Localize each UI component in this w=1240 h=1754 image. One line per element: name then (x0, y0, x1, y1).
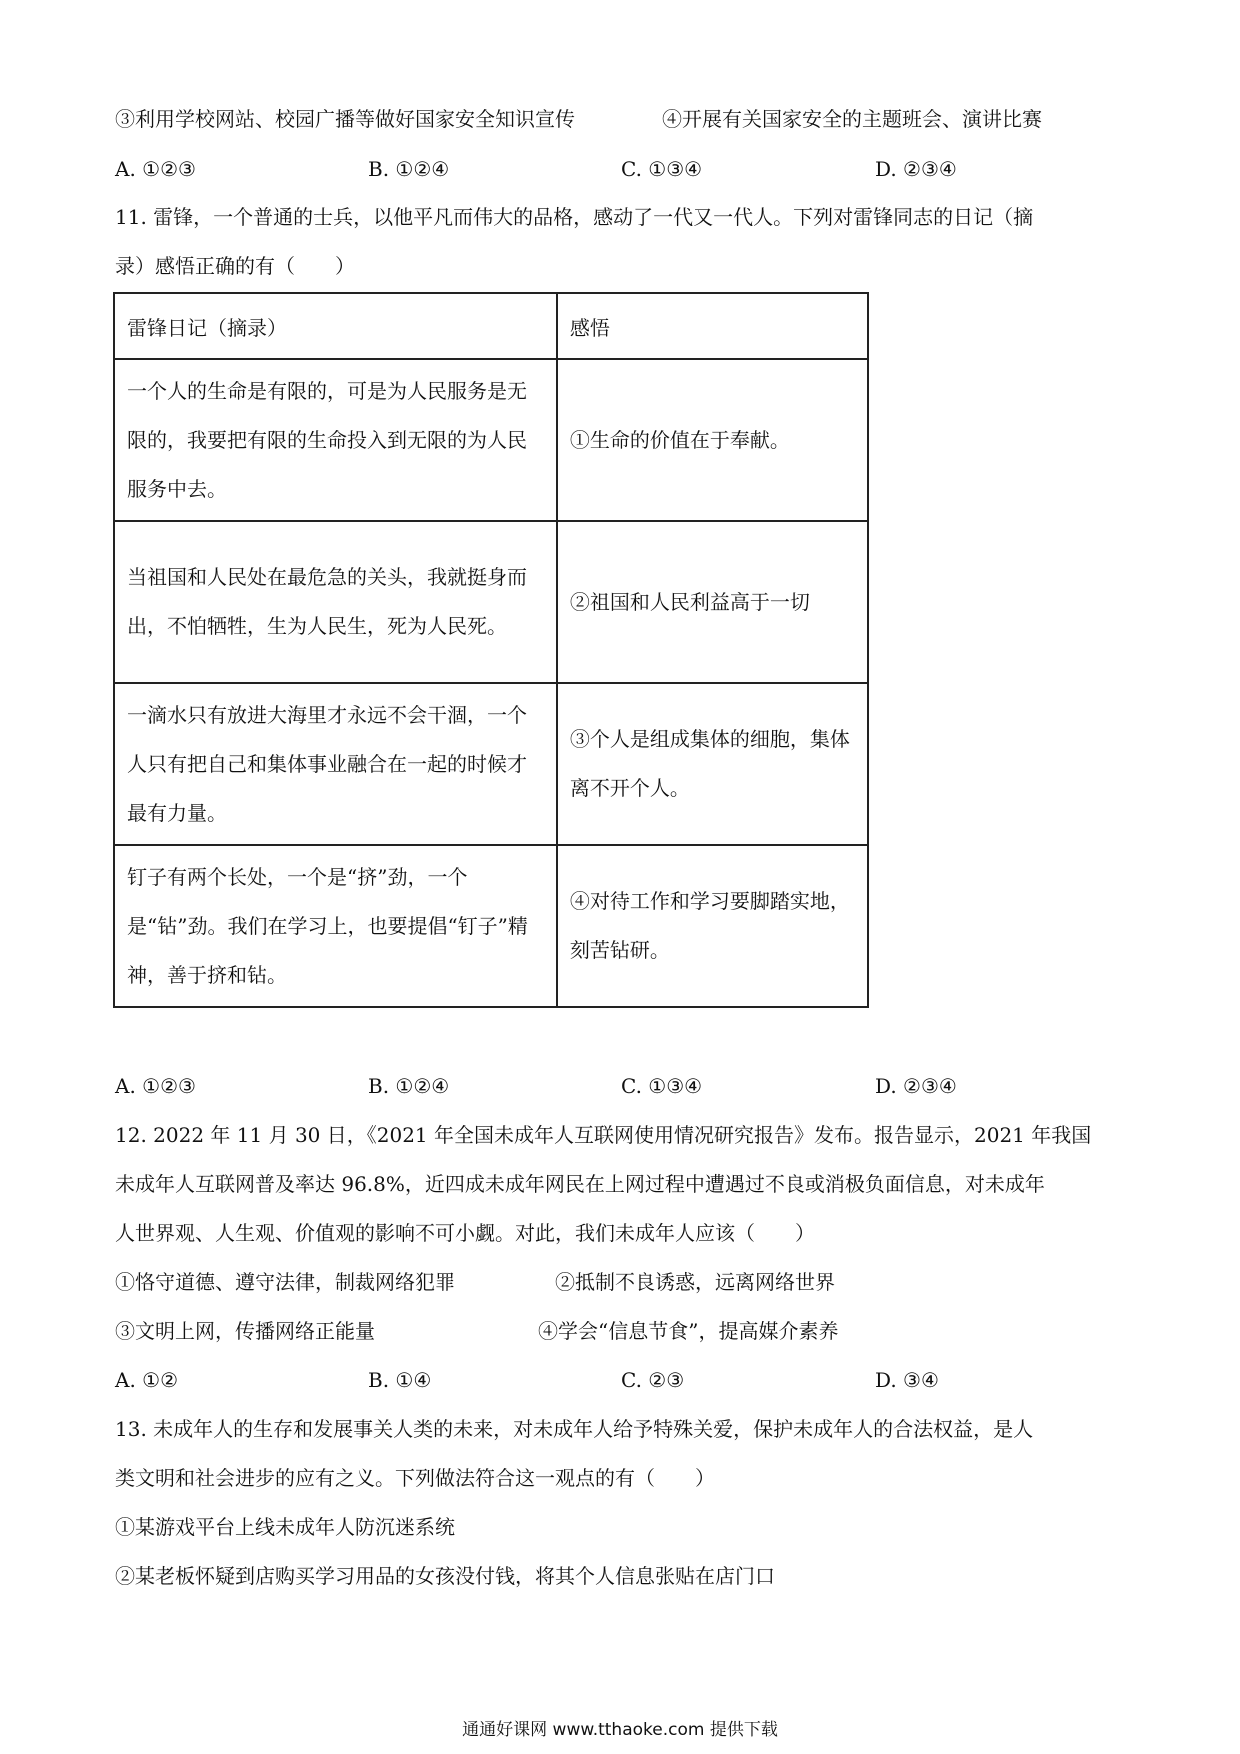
q12-item-4: ④学会“信息节食”，提高媒介素养 (538, 1319, 839, 1343)
q11-stem-line-2: 录）感悟正确的有（ ） (115, 254, 355, 278)
header-insight: 感悟 (557, 293, 868, 359)
q13-item-2: ②某老板怀疑到店购买学习用品的女孩没付钱，将其个人信息张贴在店门口 (115, 1564, 775, 1588)
q12-option-b: B. ①④ (368, 1368, 432, 1392)
q12-stem-line-1: 12. 2022 年 11 月 30 日，《2021 年全国未成年人互联网使用情况研究报告》发布。报告显示，2021 年我国 (115, 1123, 1092, 1147)
q12-option-c: C. ②③ (621, 1368, 685, 1392)
table-row (114, 359, 868, 521)
q12-item-3: ③文明上网，传播网络正能量 (115, 1319, 375, 1343)
q13-stem-line-1: 13. 未成年人的生存和发展事关人类的未来，对未成年人给予特殊关爱，保护未成年人的合法权益，是人 (115, 1417, 1034, 1441)
q12-stem-line-3: 人世界观、人生观、价值观的影响不可小觑。对此，我们未成年人应该（ ） (115, 1221, 815, 1245)
diary-entry-4: 钉子有两个长处，一个是“挤”劲，一个是“钻”劲。我们在学习上，也要提倡“钉子”精神，善于挤和钻。 (127, 864, 528, 987)
page-footer: 通通好课网 www.tthaoke.com 提供下载 (462, 1720, 778, 1740)
q10-option-c: C. ①③④ (621, 157, 703, 181)
insight-4: ④对待工作和学习要脚踏实地，刻苦钻研。 (569, 889, 850, 962)
table-header-row (114, 293, 868, 359)
table-row (114, 845, 868, 1007)
insight-1: ①生命的价值在于奉献。 (569, 427, 790, 452)
header-diary: 雷锋日记（摘录） (114, 293, 557, 359)
q13-item-1: ①某游戏平台上线未成年人防沉迷系统 (115, 1515, 455, 1539)
leifeng-diary-table (113, 292, 869, 1008)
q10-option-d: D. ②③④ (875, 157, 957, 181)
q11-option-c: C. ①③④ (621, 1074, 703, 1098)
q12-stem-line-2: 未成年人互联网普及率达 96.8%，近四成未成年网民在上网过程中遭遇过不良或消极负面信息，对未成年 (115, 1172, 1045, 1196)
table-row (114, 521, 868, 683)
diary-entry-3: 一滴水只有放进大海里才永远不会干涸，一个人只有把自己和集体事业融合在一起的时候才最有力量。 (127, 702, 527, 825)
q11-option-b: B. ①②④ (368, 1074, 450, 1098)
q13-stem-line-2: 类文明和社会进步的应有之义。下列做法符合这一观点的有（ ） (115, 1466, 715, 1490)
q12-option-a: A. ①② (115, 1368, 179, 1392)
q11-option-a: A. ①②③ (115, 1074, 196, 1098)
diary-entry-1: 一个人的生命是有限的，可是为人民服务是无限的，我要把有限的生命投入到无限的为人民服务中去。 (127, 378, 527, 501)
q12-item-1: ①恪守道德、遵守法律，制裁网络犯罪 (115, 1270, 455, 1294)
q11-option-d: D. ②③④ (875, 1074, 957, 1098)
q12-item-2: ②抵制不良诱惑，远离网络世界 (555, 1270, 835, 1294)
q10-option-a: A. ①②③ (115, 157, 196, 181)
q10-item-4: ④开展有关国家安全的主题班会、演讲比赛 (662, 107, 1042, 131)
diary-entry-2: 当祖国和人民处在最危急的关头，我就挺身而出，不怕牺牲，生为人民生，死为人民死。 (127, 565, 527, 638)
q10-item-3: ③利用学校网站、校园广播等做好国家安全知识宣传 (115, 107, 575, 131)
table-row (114, 683, 868, 845)
q10-option-b: B. ①②④ (368, 157, 450, 181)
insight-3: ③个人是组成集体的细胞，集体离不开个人。 (569, 727, 850, 800)
insight-2: ②祖国和人民利益高于一切 (569, 589, 810, 614)
q11-stem-line-1: 11. 雷锋，一个普通的士兵，以他平凡而伟大的品格，感动了一代又一代人。下列对雷锋同志的日记（摘 (115, 205, 1034, 229)
q12-option-d: D. ③④ (875, 1368, 939, 1392)
